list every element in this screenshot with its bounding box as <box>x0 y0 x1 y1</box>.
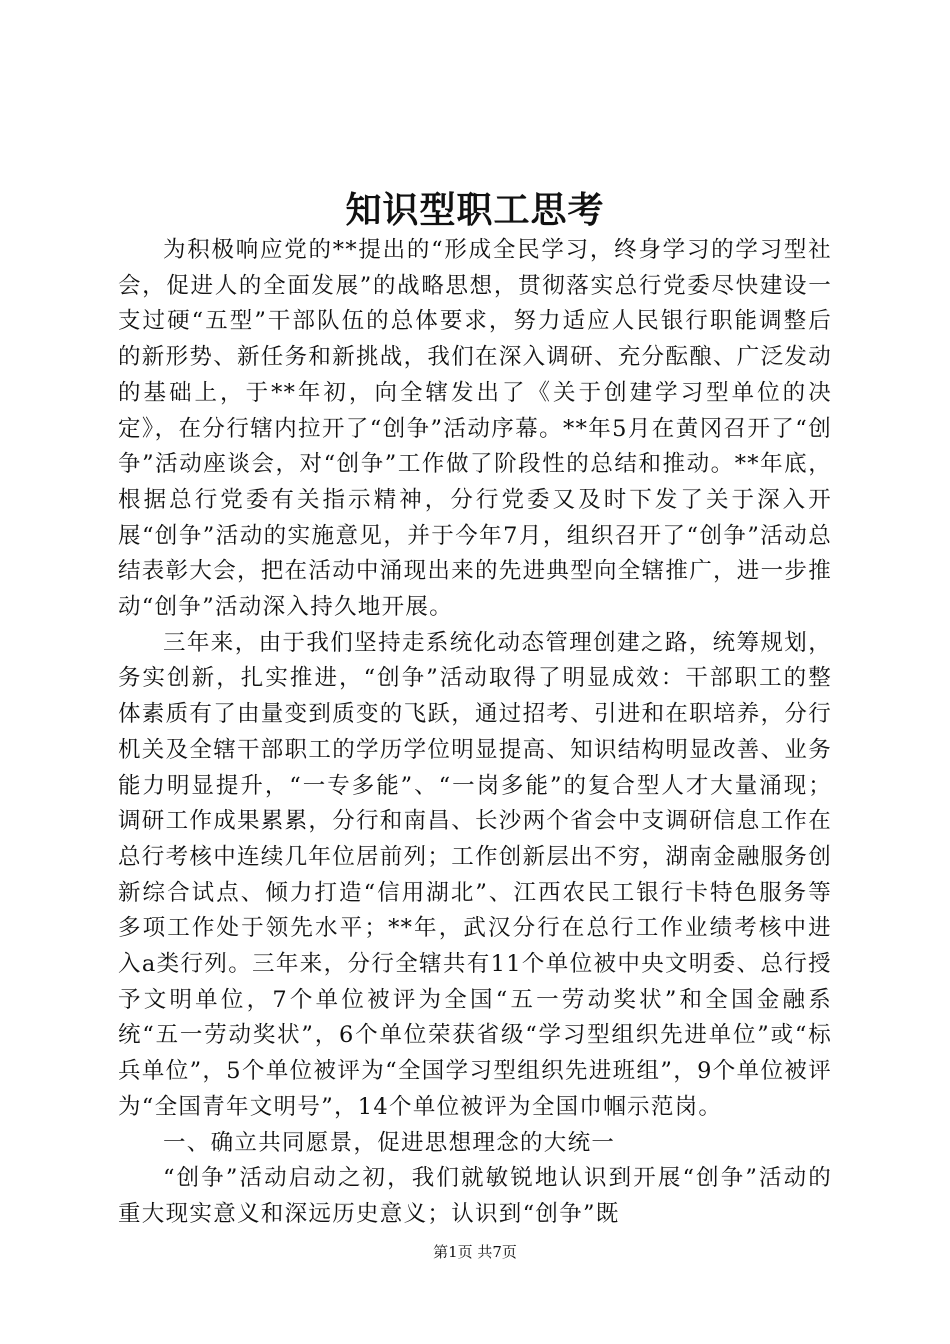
paragraph-intro: 为积极响应党的**提出的“形成全民学习，终身学习的学习型社会，促进人的全面发展”的战略思想，贯彻落实总行党委尽快建设一支过硬“五型”干部队伍的总体要求，努力适应人民银行职能调整后的新形势、新任务和新挑战，我们在深入调研、充分酝酿、广泛发动的基础上，于**年初，向全辖发出了《关于创建学习型单位的决定》，在分行辖内拉开了“创争”活动序幕。**年5月在黄冈召开了“创争”活动座谈会，对“创争”工作做了阶段性的总结和推动。**年底，根据总行党委有关指示精神，分行党委又及时下发了关于深入开展“创争”活动的实施意见，并于今年7月，组织召开了“创争”活动总结表彰大会，把在活动中涌现出来的先进典型向全辖推广，进一步推动“创争”活动深入持久地开展。 <box>118 237 833 621</box>
paragraph-achievements: 三年来，由于我们坚持走系统化动态管理创建之路，统筹规划，务实创新，扎实推进，“创争”活动取得了明显成效：干部职工的整体素质有了由量变到质变的飞跃，通过招考、引进和在职培养，分行机关及全辖干部职工的学历学位明显提高、知识结构明显改善、业务能力明显提升，“一专多能”、“一岗多能”的复合型人才大量涌现；调研工作成果累累，分行和南昌、长沙两个省会中支调研信息工作在总行考核中连续几年位居前列；工作创新层出不穷，湖南金融服务创新综合试点、倾力打造“信用湖北”、江西农民工银行卡特色服务等多项工作处于领先水平；**年，武汉分行在总行工作业绩考核中进入a类行列。三年来，分行全辖共有11个单位被中央文明委、总行授予文明单位，7个单位被评为全国“五一劳动奖状”和全国金融系统“五一劳动奖状”，6个单位荣获省级“学习型组织先进单位”或“标兵单位”，5个单位被评为“全国学习型组织先进班组”，9个单位被评为“全国青年文明号”，14个单位被评为全国巾帼示范岗。 <box>118 629 833 1120</box>
document-title: 知识型职工思考 <box>345 189 605 231</box>
page-number-footer: 第1页 共7页 <box>433 1243 517 1261</box>
document-body <box>118 233 832 1233</box>
paragraph-section-start: “创争”活动启动之初，我们就敏锐地认识到开展“创争”活动的重大现实意义和深远历史意义；认识到“创争”既 <box>118 1165 832 1227</box>
section-heading: 一、确立共同愿景，促进思想理念的大统一 <box>163 1129 616 1156</box>
